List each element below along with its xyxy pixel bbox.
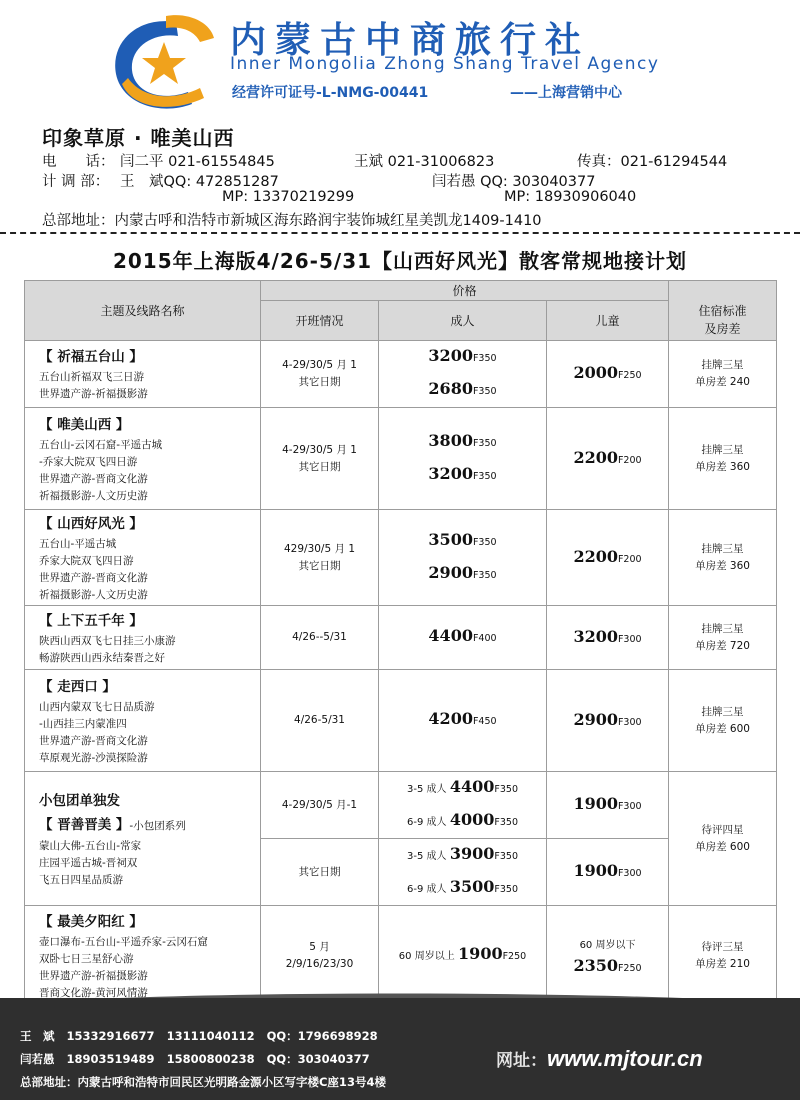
fax: 传真：021-61294544 bbox=[577, 154, 728, 170]
route-line: 祈福摄影游-人文历史游 bbox=[39, 489, 148, 502]
route-title: 【 最美夕阳红 】 bbox=[39, 913, 143, 930]
adult-price: 3900 bbox=[449, 844, 495, 863]
route-line: 五台山-云冈石窟-平遥古城 bbox=[39, 438, 163, 451]
hotel-line: 待评三星 bbox=[701, 940, 744, 953]
adult-fee: F350 bbox=[494, 784, 518, 795]
child-fee: F200 bbox=[617, 454, 642, 466]
small-group-heading: 小包团单独发 bbox=[39, 792, 120, 809]
header-hotel-top bbox=[669, 281, 777, 301]
footer-phone: 15332916677 bbox=[66, 1029, 155, 1043]
hotel-line: 挂牌三星 bbox=[701, 359, 744, 371]
route-cell bbox=[25, 772, 261, 906]
schedule-line: 4/26--5/31 bbox=[292, 631, 347, 643]
route-title: 【 山西好风光 】 bbox=[39, 515, 143, 532]
footer-contact-row bbox=[20, 1051, 378, 1067]
company-logo-icon bbox=[108, 12, 218, 116]
child-price-cell bbox=[547, 839, 669, 906]
adult-price-line bbox=[379, 772, 546, 805]
hotel-line: 挂牌三星 bbox=[701, 622, 744, 635]
header-adult: 成人 bbox=[379, 301, 547, 341]
child-price-cell bbox=[547, 670, 669, 772]
route-line: 晋商文化游-黄河风情游 bbox=[39, 986, 148, 999]
company-name-cn: 内蒙古中商旅行社 bbox=[230, 20, 591, 61]
header-schedule: 开班情况 bbox=[261, 301, 379, 341]
route-line: -乔家大院双飞四日游 bbox=[39, 455, 138, 468]
child-price: 2000 bbox=[573, 363, 618, 382]
adult-price: 3500 bbox=[428, 529, 473, 549]
child-price-cell bbox=[547, 341, 669, 408]
route-line: 庄园平遥古城-晋祠双 bbox=[39, 856, 138, 869]
price-table bbox=[24, 280, 777, 1006]
adult-fee: F450 bbox=[472, 716, 497, 727]
child-fee: F300 bbox=[617, 716, 642, 728]
mobile-2: MP: 18930906040 bbox=[504, 189, 637, 205]
child-price: 1900 bbox=[573, 794, 618, 813]
header-route: 主题及线路名称 bbox=[25, 281, 261, 341]
footer-name: 闫若愚 bbox=[20, 1052, 55, 1066]
adult-price: 3800 bbox=[428, 430, 473, 450]
adult-price-line bbox=[379, 621, 546, 654]
footer-phone: 18903519489 bbox=[66, 1052, 155, 1066]
route-line: 五台山-平遥古城 bbox=[39, 537, 117, 550]
schedule-line: 4-29/30/5 月 1 bbox=[282, 443, 357, 456]
child-fee: F300 bbox=[617, 801, 642, 812]
adult-price-line bbox=[379, 872, 546, 905]
child-fee: F250 bbox=[617, 370, 642, 381]
footer-phone: 13111040112 bbox=[166, 1029, 255, 1043]
adult-price: 2900 bbox=[428, 562, 473, 582]
child-price: 1900 bbox=[573, 861, 618, 880]
route-line: -山西挂三内蒙准四 bbox=[39, 717, 127, 730]
table-row bbox=[25, 606, 777, 670]
child-price: 2350 bbox=[573, 955, 618, 975]
child-price: 2200 bbox=[573, 447, 618, 467]
route-title: 【 唯美山西 】 bbox=[39, 416, 130, 433]
child-fee: F250 bbox=[617, 962, 642, 974]
route-line: 世界遗产游-晋商文化游 bbox=[39, 472, 148, 485]
route-line: 畅游陕西山西永结秦晋之好 bbox=[39, 651, 165, 664]
phone-1: 闫二平 021-61554845 bbox=[120, 154, 275, 170]
adult-fee: F350 bbox=[472, 536, 497, 548]
adult-price-line bbox=[379, 426, 546, 459]
adult-price-line bbox=[379, 525, 546, 558]
adult-price-cell bbox=[379, 839, 547, 906]
route-line: 双卧七日三星舒心游 bbox=[39, 952, 134, 965]
header-price: 价格 bbox=[261, 281, 669, 301]
schedule-cell bbox=[261, 408, 379, 510]
adult-price-cell bbox=[379, 510, 547, 606]
adult-price-line bbox=[379, 939, 546, 972]
adult-price: 1900 bbox=[458, 944, 503, 963]
adult-group-label: 6-9 成人 bbox=[407, 884, 447, 895]
website-label: 网址： bbox=[496, 1051, 547, 1071]
footer-contact-row bbox=[20, 1028, 386, 1044]
hotel-line: 单房差 210 bbox=[695, 957, 750, 970]
contact-block bbox=[42, 122, 782, 228]
hotel-cell bbox=[669, 408, 777, 510]
route-line: 五台山祈福双飞三日游 bbox=[39, 371, 144, 383]
child-fee: F200 bbox=[617, 553, 642, 565]
route-line: 山西内蒙双飞七日品质游 bbox=[39, 700, 155, 713]
senior-label: 60 周岁以上 bbox=[398, 951, 455, 962]
adult-price: 3200 bbox=[428, 463, 473, 483]
license-number: 经营许可证号-L-NMG-00441 bbox=[232, 85, 429, 101]
hotel-line: 单房差 360 bbox=[695, 559, 750, 572]
hotel-line: 单房差 240 bbox=[695, 376, 750, 388]
child-price: 2200 bbox=[573, 546, 618, 566]
schedule-cell bbox=[261, 341, 379, 408]
adult-price-line bbox=[379, 459, 546, 492]
footer-phone: 15800800238 bbox=[166, 1052, 255, 1066]
adult-fee: F400 bbox=[472, 633, 497, 644]
route-line: 世界遗产游-晋商文化游 bbox=[39, 734, 148, 747]
route-line: 乔家大院双飞四日游 bbox=[39, 554, 134, 567]
route-line: 世界遗产游-祈福摄影游 bbox=[39, 388, 148, 400]
hotel-cell bbox=[669, 772, 777, 906]
adult-price-line bbox=[379, 558, 546, 591]
footer-qq: QQ：303040377 bbox=[266, 1052, 370, 1066]
schedule-cell bbox=[261, 606, 379, 670]
hotel-line: 挂牌三星 bbox=[701, 542, 744, 555]
hotel-line: 单房差 360 bbox=[695, 460, 750, 473]
schedule-line: 4/26-5/31 bbox=[294, 714, 345, 726]
qq-1: 王 斌QQ: 472851287 bbox=[120, 173, 279, 190]
marketing-center: ——上海营销中心 bbox=[510, 85, 622, 101]
table-row bbox=[25, 408, 777, 510]
hotel-cell bbox=[669, 510, 777, 606]
adult-fee: F350 bbox=[472, 353, 497, 364]
qq-2: 闫若愚 QQ: 303040377 bbox=[432, 173, 596, 190]
footer-address: 总部地址：内蒙古呼和浩特市回民区光明路金源小区写字楼C座13号4楼 bbox=[20, 1075, 386, 1089]
schedule-cell bbox=[261, 670, 379, 772]
schedule-line: 其它日期 bbox=[298, 376, 341, 388]
route-line: 世界遗产游-祈福摄影游 bbox=[39, 969, 148, 982]
adult-price: 4200 bbox=[428, 709, 473, 728]
adult-fee: F350 bbox=[494, 851, 518, 862]
hotel-line: 挂牌三星 bbox=[701, 443, 744, 456]
hotel-line: 单房差 720 bbox=[695, 639, 750, 652]
plan-title: 2015年上海版4/26-5/31【山西好风光】散客常规地接计划 bbox=[112, 249, 688, 273]
child-price-cell bbox=[547, 510, 669, 606]
header-hotel-line2: 及房差 bbox=[704, 322, 741, 337]
child-price: 2900 bbox=[573, 709, 618, 729]
route-line: 祈福摄影游-人文历史游 bbox=[39, 588, 148, 601]
child-fee: F300 bbox=[617, 633, 642, 645]
header bbox=[0, 0, 800, 118]
child-price-cell bbox=[547, 408, 669, 510]
hotel-line: 待评四星 bbox=[701, 823, 744, 836]
schedule-line: 其它日期 bbox=[298, 559, 341, 572]
adult-price-cell bbox=[379, 772, 547, 839]
table-row bbox=[25, 670, 777, 772]
hotel-line: 单房差 600 bbox=[695, 722, 750, 735]
phone-2: 王斌 021-31006823 bbox=[354, 154, 495, 170]
route-title-note: -小包团系列 bbox=[129, 819, 186, 832]
hotel-line: 单房差 600 bbox=[695, 840, 750, 853]
schedule-line: 429/30/5 月 1 bbox=[283, 542, 355, 555]
child-price-cell bbox=[547, 606, 669, 670]
schedule-cell bbox=[261, 510, 379, 606]
website[interactable] bbox=[496, 1046, 703, 1072]
route-cell bbox=[25, 408, 261, 510]
schedule-line: 4-29/30/5 月 1 bbox=[282, 359, 357, 371]
adult-price-line bbox=[379, 704, 546, 737]
adult-price: 4000 bbox=[449, 810, 495, 829]
adult-fee: F250 bbox=[502, 951, 527, 962]
hotel-cell bbox=[669, 670, 777, 772]
adult-price-cell bbox=[379, 408, 547, 510]
adult-fee: F350 bbox=[472, 386, 497, 397]
adult-group-label: 3-5 成人 bbox=[407, 784, 447, 795]
adult-price-cell bbox=[379, 341, 547, 408]
adult-price: 2680 bbox=[428, 379, 473, 398]
address-row bbox=[42, 209, 782, 229]
schedule-cell: 4-29/30/5 月-1 bbox=[261, 772, 379, 839]
dashed-divider bbox=[0, 232, 800, 234]
hotel-line: 挂牌三星 bbox=[701, 705, 744, 718]
company-name-en: Inner Mongolia Zhong Shang Travel Agency bbox=[230, 54, 660, 74]
dept-label: 计 调 部： bbox=[42, 173, 110, 190]
adult-fee: F350 bbox=[472, 437, 497, 449]
adult-fee: F350 bbox=[494, 884, 518, 895]
adult-group-label: 3-5 成人 bbox=[407, 851, 447, 862]
slogan: 印象草原 · 唯美山西 bbox=[42, 126, 235, 150]
child-price-cell bbox=[547, 772, 669, 839]
route-title: 【 祈福五台山 】 bbox=[39, 349, 143, 365]
adult-price-line bbox=[379, 839, 546, 872]
qq-row bbox=[42, 170, 782, 190]
route-title bbox=[39, 813, 260, 838]
schedule-line: 5 月 bbox=[309, 940, 330, 953]
hq-address: 总部地址：内蒙古呼和浩特市新城区海东路润宇装饰城红星美凯龙1409-1410 bbox=[42, 212, 542, 229]
adult-price: 3200 bbox=[428, 346, 473, 365]
route-cell bbox=[25, 670, 261, 772]
adult-price: 4400 bbox=[449, 777, 495, 796]
mobile-1: MP: 13370219299 bbox=[222, 189, 355, 205]
footer-name: 王 斌 bbox=[20, 1029, 55, 1043]
adult-price-cell bbox=[379, 606, 547, 670]
child-price-line bbox=[547, 957, 668, 977]
child-price: 3200 bbox=[573, 626, 618, 646]
route-line: 陕西山西双飞七日挂三小康游 bbox=[39, 634, 176, 647]
table-row bbox=[25, 510, 777, 606]
route-cell bbox=[25, 510, 261, 606]
table-row bbox=[25, 341, 777, 408]
adult-group-label: 6-9 成人 bbox=[407, 817, 447, 828]
mobile-row bbox=[42, 189, 782, 209]
adult-price-line bbox=[379, 374, 546, 407]
website-url[interactable]: www.mjtour.cn bbox=[547, 1046, 703, 1071]
route-line: 蒙山大佛-五台山-常家 bbox=[39, 839, 142, 852]
adult-price-line bbox=[379, 341, 546, 374]
adult-fee: F350 bbox=[494, 817, 518, 828]
adult-fee: F350 bbox=[472, 569, 497, 581]
route-title: 【 走西口 】 bbox=[39, 678, 116, 695]
child-fee: F300 bbox=[617, 868, 642, 879]
phone-label: 电 话： bbox=[42, 154, 115, 170]
adult-price: 4400 bbox=[428, 626, 473, 645]
header-hotel bbox=[669, 301, 777, 341]
route-cell bbox=[25, 606, 261, 670]
route-title: 【 上下五千年 】 bbox=[39, 612, 143, 629]
route-line: 世界遗产游-晋商文化游 bbox=[39, 571, 148, 584]
hotel-cell bbox=[669, 341, 777, 408]
schedule-cell: 其它日期 bbox=[261, 839, 379, 906]
under-60-label: 60 周岁以下 bbox=[579, 939, 636, 951]
header-hotel-line1: 住宿标准 bbox=[698, 304, 747, 319]
schedule-line: 其它日期 bbox=[298, 460, 341, 473]
adult-price-line bbox=[379, 805, 546, 838]
route-title-text: 【 晋善晋美 】 bbox=[39, 816, 130, 833]
adult-price-cell bbox=[379, 670, 547, 772]
footer-qq: QQ：1796698928 bbox=[266, 1029, 378, 1043]
adult-price: 3500 bbox=[449, 877, 495, 896]
route-cell bbox=[25, 341, 261, 408]
route-line: 壶口瀑布-五台山-平遥乔家-云冈石窟 bbox=[39, 935, 208, 948]
header-child: 儿童 bbox=[547, 301, 669, 341]
hotel-cell bbox=[669, 606, 777, 670]
route-line: 草原观光游-沙漠探险游 bbox=[39, 751, 148, 764]
adult-fee: F350 bbox=[472, 470, 497, 482]
route-line: 飞五日四星品质游 bbox=[39, 873, 123, 886]
table-row bbox=[25, 772, 777, 839]
schedule-line: 2/9/16/23/30 bbox=[285, 957, 354, 970]
phone-row bbox=[42, 150, 782, 170]
